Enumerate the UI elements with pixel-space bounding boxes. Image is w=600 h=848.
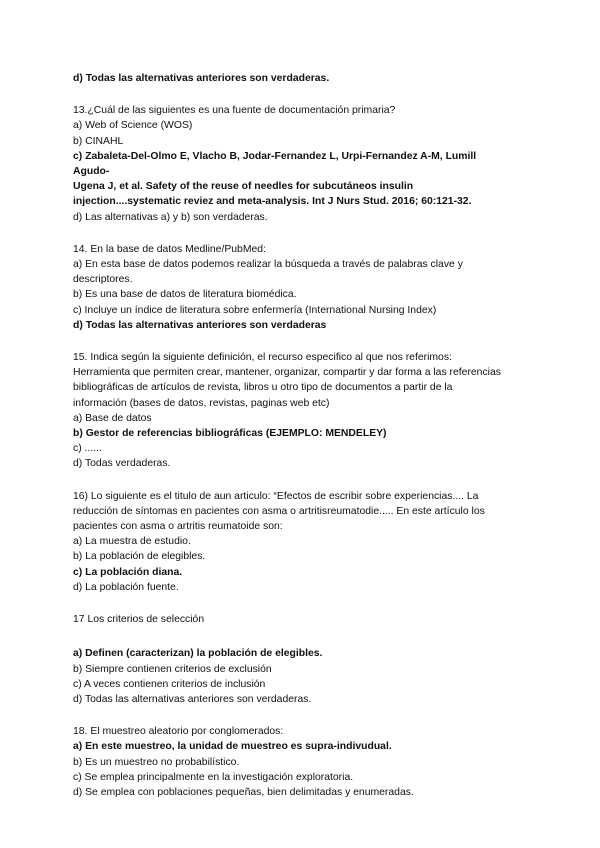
question-17-option-c: c) A veces contienen criterios de inclusión — [73, 678, 266, 690]
question-18-text: 18. El muestreo aleatorio por conglomerados: — [73, 726, 284, 738]
previous-answer-d: d) Todas las alternativas anteriores son verdaderas. — [73, 73, 330, 84]
question-14-option-a-line1: a) En esta base de datos podemos realizar la búsqueda a través de palabras clave y — [73, 259, 463, 271]
question-16-text-line2: reducción de síntomas en pacientes con asma o artritisreumatodie..... En este artículo los — [73, 505, 485, 517]
question-15-text-line4: información (bases de datos, revistas, paginas web etc) — [73, 397, 330, 409]
question-18-option-c: c) Se emplea principalmente en la investigación exploratoria. — [73, 771, 354, 783]
question-18-option-d: d) Se emplea con poblaciones pequeñas, bien delimitadas y enumeradas. — [73, 786, 414, 798]
question-14-option-d: d) Todas las alternativas anteriores son verdaderas — [73, 319, 327, 331]
question-18 — [73, 724, 533, 800]
question-14 — [73, 242, 533, 333]
question-13-text: 13.¿Cuál de las siguientes es una fuente de documentación primaria? — [73, 105, 396, 117]
question-15-option-c: c) ...... — [73, 443, 102, 455]
question-14-option-a-line2: descriptores. — [73, 274, 133, 286]
question-15-text-line3: bibliográficas de artículos de revista, libros u otro tipo de documentos a partir de la — [73, 382, 453, 394]
question-13-option-d: d) Las alternativas a) y b) son verdaderas. — [73, 211, 268, 223]
question-17-option-d: d) Todas las alternativas anteriores son verdaderas. — [73, 693, 312, 705]
question-16 — [73, 489, 533, 595]
question-13-option-b: b) CINAHL — [73, 135, 124, 147]
question-17-option-b: b) Siempre contienen criterios de exclusión — [73, 663, 272, 675]
question-16-text-line3: pacientes con asma o artritis reumatoide son: — [73, 521, 283, 533]
question-16-option-a: a) La muestra de estudio. — [73, 536, 191, 548]
question-16-text-line1: 16) Lo siguiente es el titulo de aun articulo: “Efectos de escribir sobre experiencias.... La — [73, 490, 479, 502]
question-17-text: 17 Los criterios de selección — [73, 614, 205, 626]
question-16-option-b: b) La población de elegibles. — [73, 551, 206, 563]
question-14-text: 14. En la base de datos Medline/PubMed: — [73, 243, 266, 255]
question-17-option-a: a) Definen (caracterizan) la población de elegibles. — [73, 648, 323, 660]
question-13-option-c-line3: injection....systematic reviez and meta-analysis. Int J Nurs Stud. 2016; 60:121-32. — [73, 196, 472, 208]
question-13-option-c-line1: c) Zabaleta-Del-Olmo E, Vlacho B, Jodar-Fernandez L, Urpi-Fernandez A-M, Lumill Agudo- — [73, 150, 477, 178]
question-13-option-c-line2: Ugena J, et al. Safety of the reuse of needles for subcutáneos insulin — [73, 181, 414, 193]
question-14-option-b: b) Es una base de datos de literatura biomédica. — [73, 289, 297, 301]
question-15-text-line1: 15. Indica según la siguiente definición, el recurso especifico al que nos referimos: — [73, 352, 452, 364]
question-17 — [73, 612, 533, 707]
question-15-option-b: b) Gestor de referencias bibliográficas (EJEMPLO: MENDELEY) — [73, 428, 387, 440]
question-15-option-d: d) Todas verdaderas. — [73, 458, 171, 470]
question-16-option-d: d) La población fuente. — [73, 581, 179, 593]
question-13 — [73, 103, 533, 225]
question-16-option-c: c) La población diana. — [73, 566, 183, 578]
question-15-text-line2: Herramienta que permiten crear, mantener, organizar, compartir y dar forma a las referencias — [73, 367, 501, 379]
document-content — [73, 71, 533, 800]
question-15 — [73, 350, 533, 472]
question-18-option-a: a) En este muestreo, la unidad de muestreo es supra-indivudual. — [73, 741, 392, 753]
question-15-option-a: a) Base de datos — [73, 412, 152, 424]
question-13-option-a: a) Web of Science (WOS) — [73, 120, 193, 132]
question-18-option-b: b) Es un muestreo no probabilístico. — [73, 756, 240, 768]
question-14-option-c: c) Incluye un índice de literatura sobre enfermería (International Nursing Index) — [73, 304, 437, 316]
